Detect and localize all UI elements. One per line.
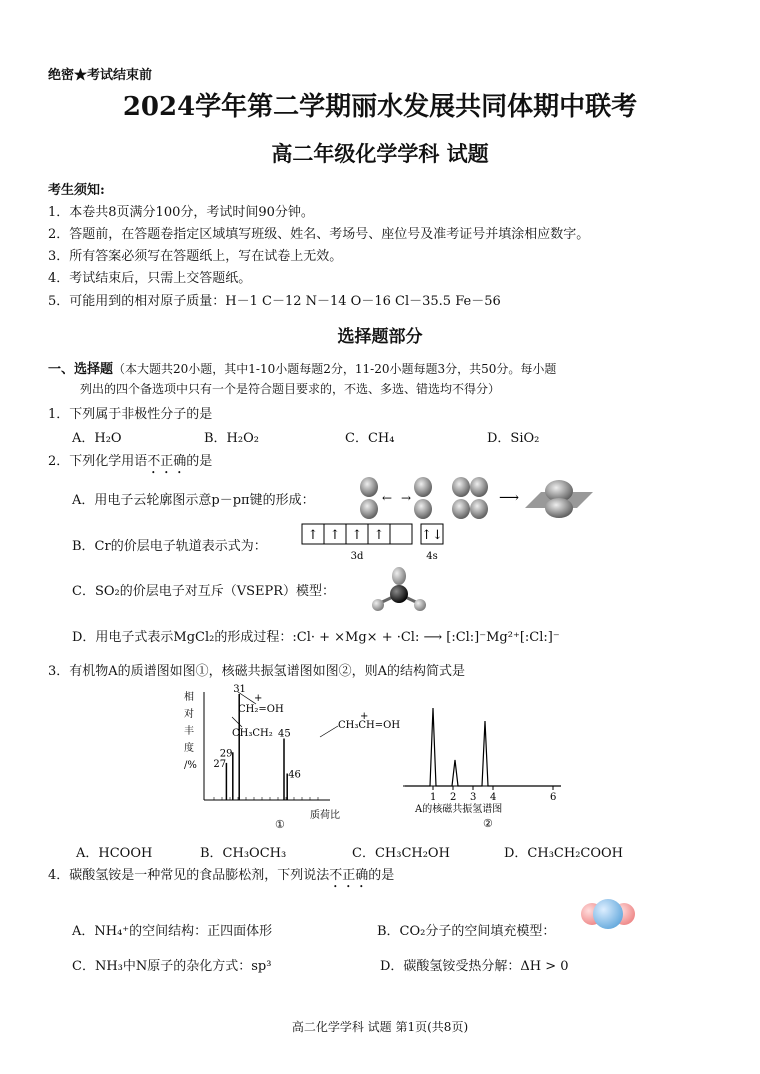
emphasis-text: 不正确 [329, 868, 369, 883]
y-axis-label: 度 [184, 743, 194, 754]
question-3-stem: 3．有机物A的质谱图如图①，核磁共振氢谱图如图②，则A的结构简式是 [48, 664, 466, 679]
svg-text:↑: ↑ [329, 528, 341, 543]
svg-text:↑: ↑ [307, 528, 319, 543]
tick-label: 1 [430, 792, 437, 803]
ms-peak-label: 29 [219, 748, 233, 760]
confidential-mark: 绝密★考试结束前 [48, 68, 153, 83]
mass-spectrum-chart [180, 682, 401, 832]
page-subtitle: 高二年级化学学科 试题 [271, 141, 489, 166]
q2-option-c: C．SO₂的价层电子对互斥（VSEPR）模型： [72, 584, 336, 599]
q1-option-a: A．H₂O [72, 431, 122, 446]
svg-text:←: ← [382, 491, 393, 505]
emphasis-text: 不正确 [147, 454, 187, 469]
ms-peak-label: 46 [288, 769, 301, 781]
notice-item: 5．可能用到的相对原子质量：H－1 C－12 N－14 O－16 Cl－35.5 Fe－56 [48, 294, 501, 309]
nmr-spectrum-chart [395, 684, 575, 834]
page-title: 2024学年第二学期丽水发展共同体期中联考 [122, 92, 638, 122]
label-3d: 3d [350, 551, 364, 562]
question-1-stem: 1．下列属于非极性分子的是 [48, 407, 213, 422]
x-axis-label: A的核磁共振氢谱图 [415, 804, 503, 815]
x-axis-label: 质荷比 [310, 810, 340, 821]
orbital-overlap-diagram [355, 474, 595, 524]
q2-option-b: B．Cr的价层电子轨道表示式为： [72, 539, 267, 554]
question-2-stem: 2．下列化学用语不正确的是 [48, 454, 213, 469]
figure-caption: ① [275, 818, 285, 831]
svg-text:→: → [401, 491, 412, 505]
notice-item: 1．本卷共8页满分100分，考试时间90分钟。 [48, 205, 314, 220]
notice-heading: 考生须知: [48, 183, 105, 198]
figure-caption: ② [483, 817, 493, 830]
q3-option-d: D．CH₃CH₂COOH [504, 846, 624, 861]
q4-option-d: D．碳酸氢铵受热分解：ΔH > 0 [380, 959, 569, 974]
ms-peak-label: 27 [213, 758, 227, 770]
notice-item: 3．所有答案必须写在答题纸上，写在试卷上无效。 [48, 249, 343, 264]
svg-text:↑: ↑ [351, 528, 363, 543]
section-intro: （本大题共20小题，其中1-10小题每题2分，11-20小题每题3分，共50分。每小题 [113, 362, 557, 376]
page-footer: 高二化学学科 试题 第1页(共8页) [291, 1020, 469, 1034]
section-title: 选择题部分 [337, 327, 423, 347]
electron-formula: :Cl· + ×Mg× + ·Cl: ⟶ [:Cl:]⁻Mg²⁺[:Cl:]⁻ [292, 630, 560, 645]
ion-label: CH₃CH=OH [338, 720, 401, 731]
tick-label: 2 [450, 792, 457, 803]
ion-label: CH₃CH₂ [232, 728, 273, 739]
q3-option-a: A．HCOOH [76, 846, 153, 861]
notice-item: 2．答题前，在答题卷指定区域填写班级、姓名、考场号、座位号及准考证号并填涂相应数字。 [48, 227, 590, 242]
q4-option-b: B．CO₂分子的空间填充模型： [377, 924, 556, 939]
q1-option-c: C．CH₄ [345, 431, 395, 446]
ms-peak-label: 31 [233, 684, 246, 695]
section-label: 一、选择题 [48, 362, 114, 377]
y-axis-label: 对 [184, 709, 194, 720]
question-4-stem: 4．碳酸氢铵是一种常见的食品膨松剂，下列说法不正确的是 [48, 868, 395, 883]
tick-label: 6 [550, 792, 557, 803]
orbital-box-diagram [300, 522, 450, 562]
section-intro-2: 列出的四个备选项中只有一个是符合题目要求的，不选、多选、错选均不得分） [80, 382, 501, 396]
svg-text:⟶: ⟶ [499, 490, 520, 506]
y-axis-label: 相 [184, 692, 194, 703]
co2-space-filling-model [580, 894, 636, 934]
ms-peak-label: 45 [278, 728, 291, 740]
plus-sign: + [360, 711, 369, 722]
q2-option-a: A．用电子云轮廓图示意p－pπ键的形成： [72, 493, 315, 508]
label-4s: 4s [426, 551, 438, 562]
tick-label: 3 [470, 792, 477, 803]
ion-label: CH₂=OH [238, 704, 284, 715]
plus-sign: + [254, 693, 263, 704]
notice-item: 4．考试结束后，只需上交答题纸。 [48, 271, 252, 286]
q4-option-c: C．NH₃中N原子的杂化方式：sp³ [72, 959, 272, 974]
q4-option-a: A．NH₄⁺的空间结构：正四面体形 [72, 924, 273, 939]
vsepr-model [368, 566, 430, 612]
svg-text:↑: ↑ [373, 528, 385, 543]
svg-text:↑↓: ↑↓ [421, 528, 443, 543]
q1-option-b: B．H₂O₂ [204, 431, 259, 446]
y-axis-label: /% [184, 760, 197, 771]
q2-option-d: D．用电子式表示MgCl₂的形成过程：:Cl· + ×Mg× + ·Cl: ⟶ [:Cl:]⁻Mg²⁺[:Cl:]⁻ [72, 630, 560, 645]
q1-option-d: D．SiO₂ [487, 431, 540, 446]
tick-label: 4 [490, 792, 497, 803]
q3-option-c: C．CH₃CH₂OH [352, 846, 450, 861]
y-axis-label: 丰 [184, 726, 194, 737]
q3-option-b: B．CH₃OCH₃ [200, 846, 287, 861]
